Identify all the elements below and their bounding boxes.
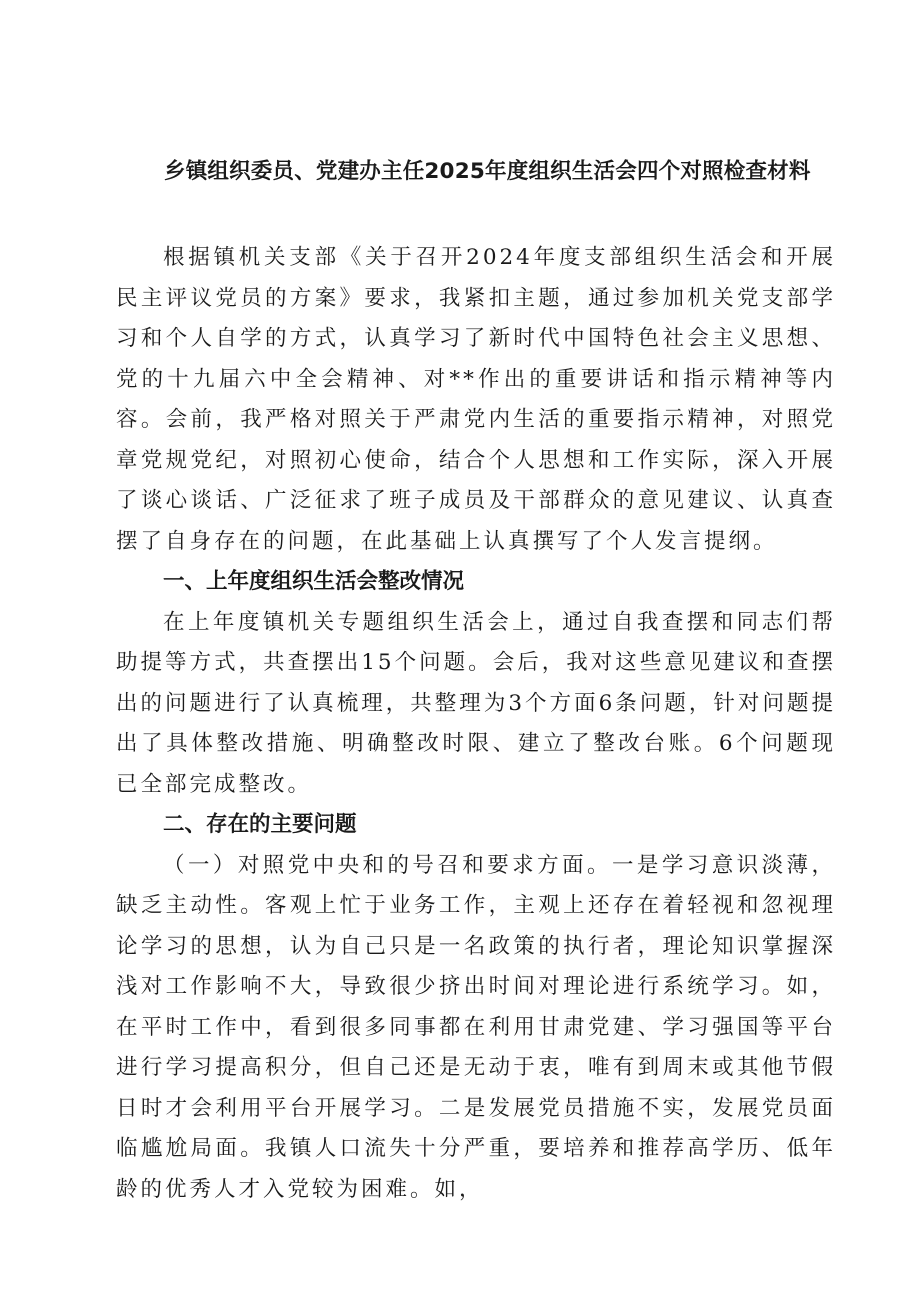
section-heading-2: 二、存在的主要问题: [163, 812, 357, 837]
document-title: 乡镇组织委员、党建办主任2025年度组织生活会四个对照检查材料: [164, 159, 811, 184]
section-heading-1: 一、上年度组织生活会整改情况: [163, 569, 465, 594]
document-body: [116, 238, 836, 1210]
section-2-paragraph: （一）对照党中央和的号召和要求方面。一是学习意识淡薄，缺乏主动性。客观上忙于业务工作，主观上还存在着轻视和忽视理论学习的思想，认为自己只是一名政策的执行者，理论知识掌握深浅对工作影响不大，导致很少挤出时间对理论进行系统学习。如，在平时工作中，看到很多同事都在利用甘肃党建、学习强国等平台进行学习提高积分，但自己还是无动于衷，唯有到周末或其他节假日时才会利用平台开展学习。二是发展党员措施不实，发展党员面临尴尬局面。我镇人口流失十分严重，要培养和推荐高学历、低年龄的优秀人才入党较为困难。如，: [116, 852, 836, 1202]
section-1-paragraph: 在上年度镇机关专题组织生活会上，通过自我查摆和同志们帮助提等方式，共查摆出15个问题。会后，我对这些意见建议和查摆出的问题进行了认真梳理，共整理为3个方面6条问题，针对问题提出了具体整改措施、明确整改时限、建立了整改台账。6个问题现已全部完成整改。: [116, 609, 836, 797]
intro-paragraph: 根据镇机关支部《关于召开2024年度支部组织生活会和开展民主评议党员的方案》要求，我紧扣主题，通过参加机关党支部学习和个人自学的方式，认真学习了新时代中国特色社会主义思想、党的十九届六中全会精神、对**作出的重要讲话和指示精神等内容。会前，我严格对照关于严肃党内生活的重要指示精神，对照党章党规党纪，对照初心使命，结合个人思想和工作实际，深入开展了谈心谈话、广泛征求了班子成员及干部群众的意见建议、认真查摆了自身存在的问题，在此基础上认真撰写了个人发言提纲。: [116, 245, 836, 554]
